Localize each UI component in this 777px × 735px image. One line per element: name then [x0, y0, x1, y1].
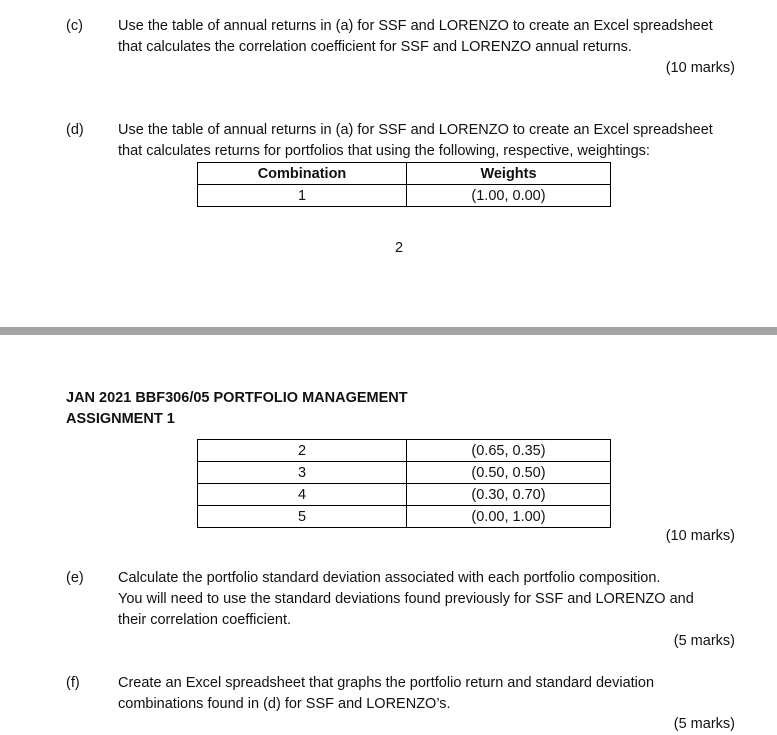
part-e-marks: (5 marks) — [673, 633, 735, 649]
page-header-title: JAN 2021 BBF306/05 PORTFOLIO MANAGEMENT — [66, 390, 408, 406]
weights-cell: (1.00, 0.00) — [407, 185, 611, 207]
part-c-label: (c) — [66, 18, 83, 34]
page-number: 2 — [395, 240, 404, 256]
part-d-label: (d) — [66, 122, 84, 138]
part-e-line2: You will need to use the standard deviations found previously for SSF and LORENZO and — [118, 591, 694, 607]
table-row — [198, 185, 611, 207]
table-row — [198, 506, 611, 528]
table-row — [198, 440, 611, 462]
part-c-line1: Use the table of annual returns in (a) for SSF and LORENZO to create an Excel spreadsheet — [118, 18, 713, 34]
combination-cell: 5 — [198, 506, 407, 528]
part-d-line2: that calculates returns for portfolios that using the following, respective, weightings: — [118, 143, 650, 159]
part-d-marks: (10 marks) — [665, 528, 735, 544]
part-c-line2: that calculates the correlation coefficient for SSF and LORENZO annual returns. — [118, 39, 632, 55]
page-break-divider — [0, 327, 777, 335]
part-c-marks: (10 marks) — [665, 60, 735, 76]
part-f-line2: combinations found in (d) for SSF and LORENZO’s. — [118, 696, 451, 712]
weights-cell: (0.00, 1.00) — [407, 506, 611, 528]
part-f-line1: Create an Excel spreadsheet that graphs the portfolio return and standard deviation — [118, 675, 655, 691]
weights-cell: (0.50, 0.50) — [407, 462, 611, 484]
table-header-row — [198, 163, 611, 185]
part-e-label: (e) — [66, 570, 84, 586]
part-f-label: (f) — [66, 675, 80, 691]
weights-table-page2 — [197, 439, 611, 528]
header-combination: Combination — [198, 163, 407, 185]
combination-cell: 4 — [198, 484, 407, 506]
part-e-line1: Calculate the portfolio standard deviation associated with each portfolio composition. — [118, 570, 661, 586]
weights-table-page1 — [197, 162, 611, 207]
weights-cell: (0.65, 0.35) — [407, 440, 611, 462]
header-weights: Weights — [407, 163, 611, 185]
combination-cell: 1 — [198, 185, 407, 207]
table-row — [198, 484, 611, 506]
combination-cell: 2 — [198, 440, 407, 462]
combination-cell: 3 — [198, 462, 407, 484]
page-header-subtitle: ASSIGNMENT 1 — [66, 411, 175, 427]
part-f-marks: (5 marks) — [673, 716, 735, 732]
weights-cell: (0.30, 0.70) — [407, 484, 611, 506]
part-e-line3: their correlation coefficient. — [118, 612, 292, 628]
part-d-line1: Use the table of annual returns in (a) for SSF and LORENZO to create an Excel spreadsheet — [118, 122, 713, 138]
table-row — [198, 462, 611, 484]
